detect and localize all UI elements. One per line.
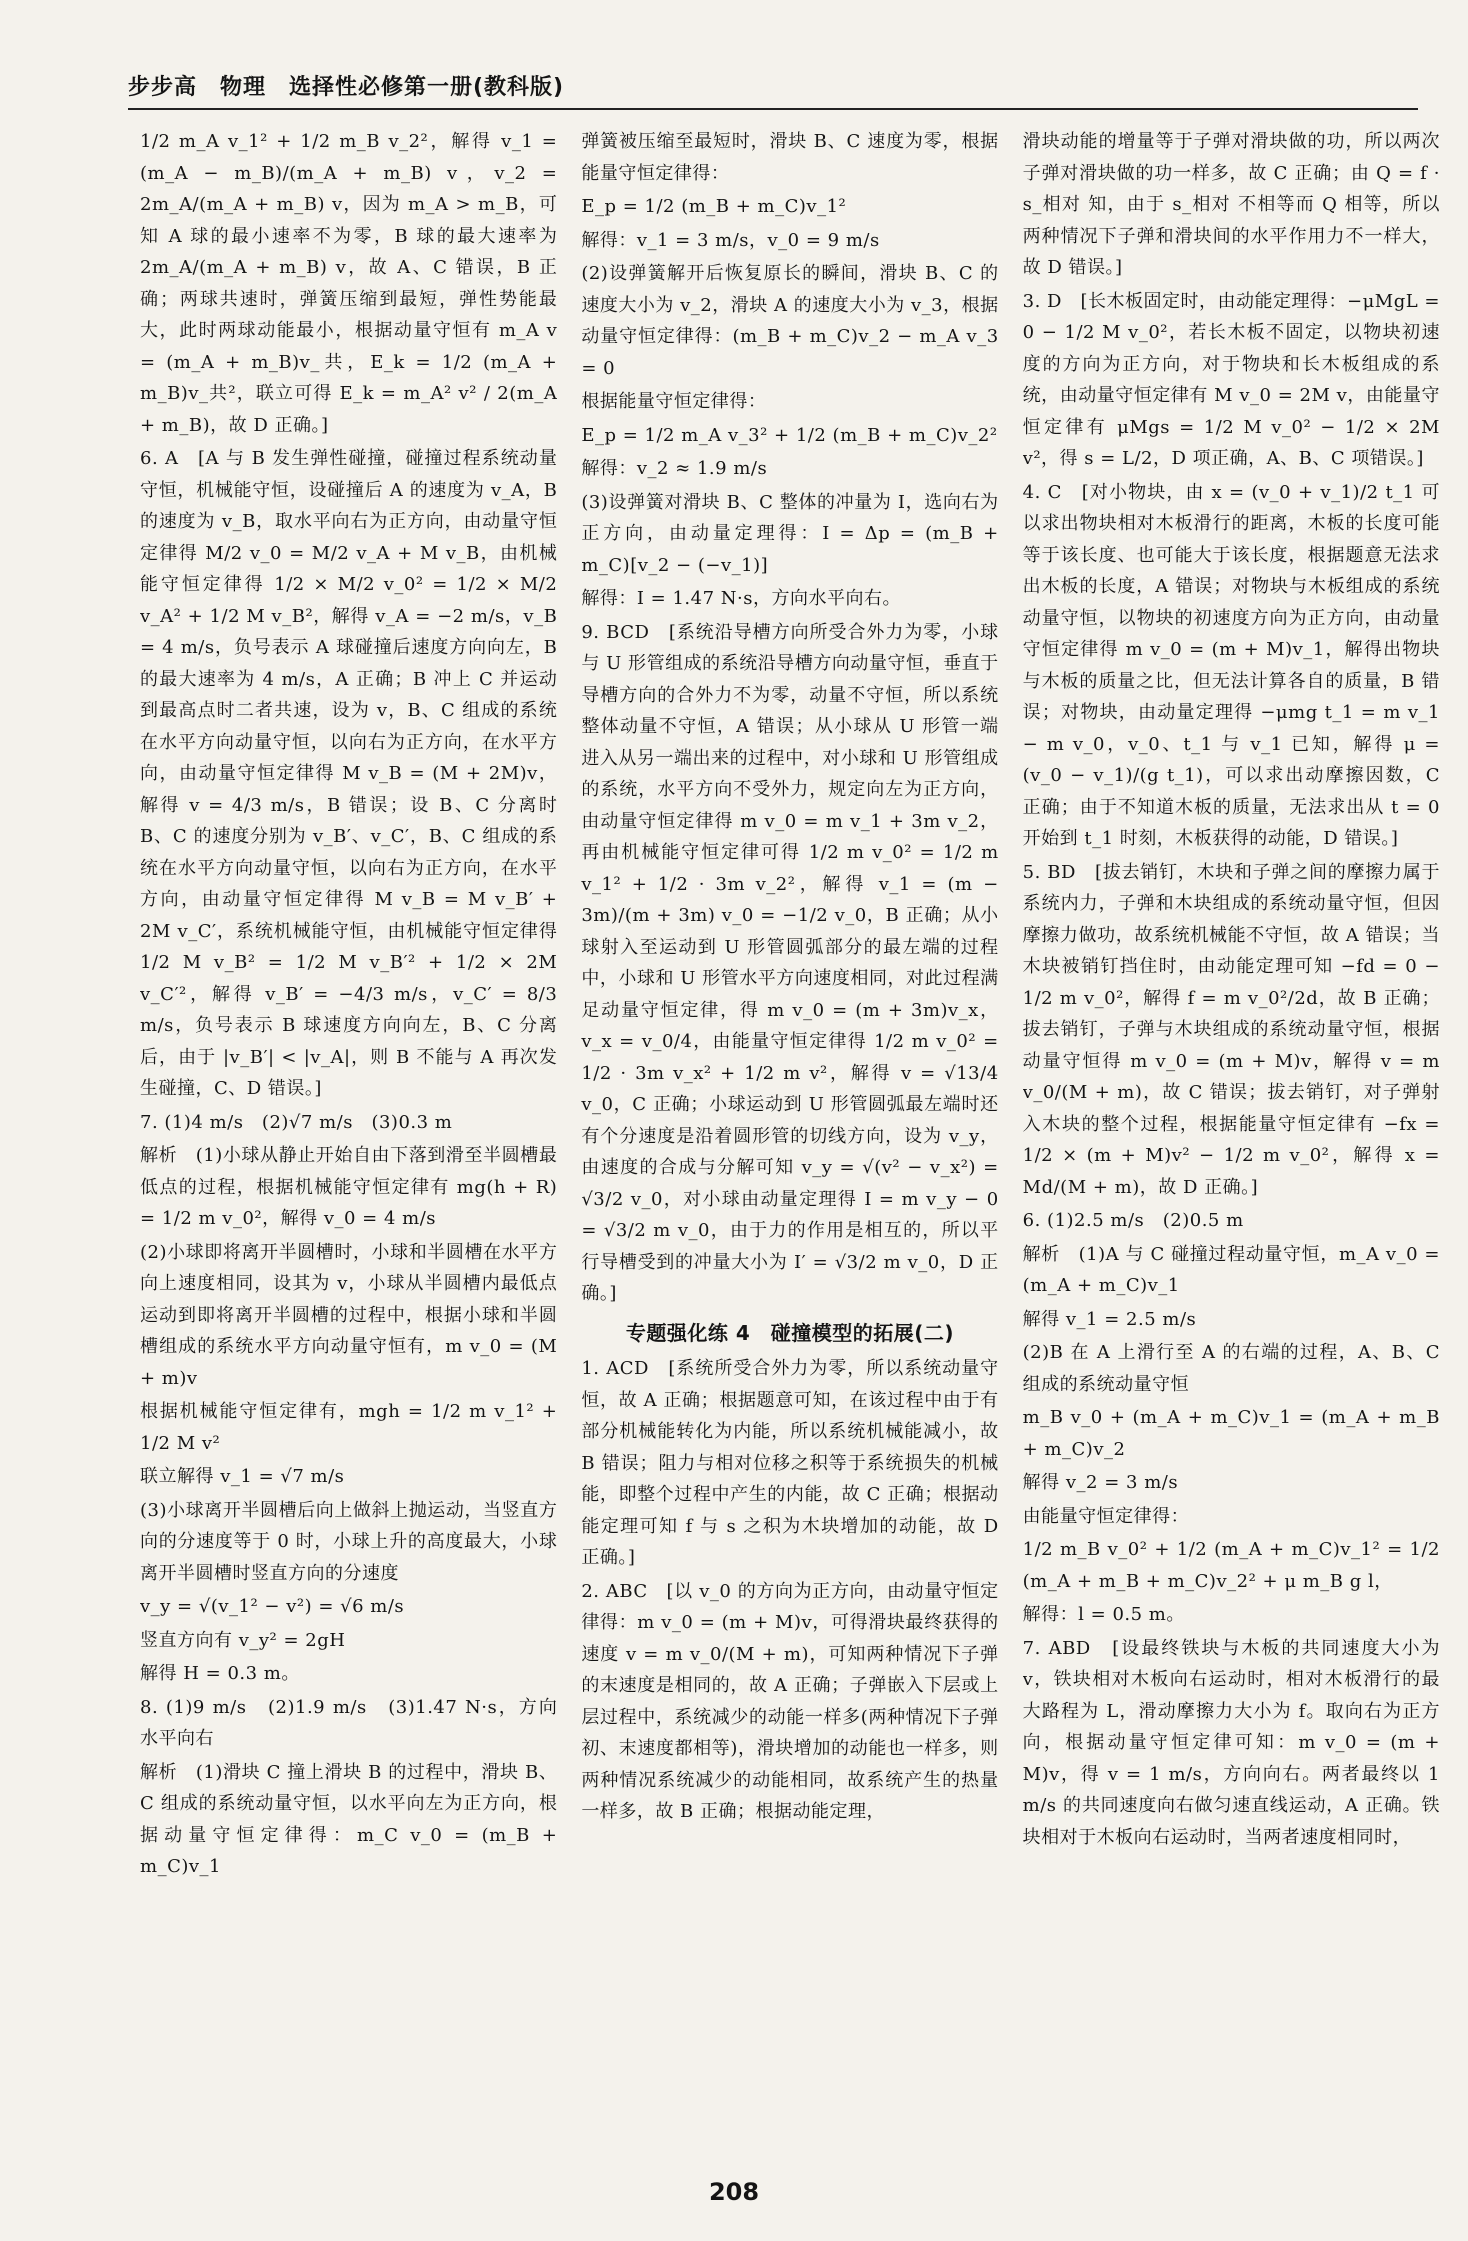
paragraph: 1/2 m_A v_1² + 1/2 m_B v_2²，解得 v_1 = (m_A − m_B)/(m_A + m_B) v，v_2 = 2m_A/(m_A + m_B) v，因为 m_A > m_B，可知 A 球的最小速率不为零，B 球的最大速率为 2m_A/(m_A + m_B) v，故 A、C 错误，B 正确；两球共速时，弹簧压缩到最短，弹性势能最大，此时两球动能最小，根据动量守恒有 m_A v = (m_A + m_B)v_共，E_k = 1/2 (m_A + m_B)v_共²，联立可得 E_k = m_A² v² / 2(m_A + m_B)，故 D 正确。] <box>140 131 558 436</box>
paragraph: 竖直方向有 v_y² = 2gH <box>140 1629 346 1651</box>
paragraph: 解得：v_1 = 3 m/s，v_0 = 9 m/s <box>581 229 880 251</box>
paragraph: 解得 v_2 = 3 m/s <box>1022 1472 1179 1493</box>
paragraph: 根据机械能守恒定律有，mgh = 1/2 m v_1² + 1/2 M v² <box>140 1401 558 1454</box>
paragraph: 6. A [A 与 B 发生弹性碰撞，碰撞过程系统动量守恒，机械能守恒，设碰撞后 A 的速度为 v_A，B 的速度为 v_B，取水平向右为正方向，由动量守恒定律得 M/2 v_0 = M/2 v_A + M v_B，由机械能守恒定律得 1/2 × M/2 v_0² = 1/2 × M/2 v_A² + 1/2 M v_B²，解得 v_A = −2 m/s，v_B = 4 m/s，负号表示 A 球碰撞后速度方向向左，B 的最大速率为 4 m/s，A 正确；B 冲上 C 并运动到最高点时二者共速，设为 v，B、C 组成的系统在水平方向动量守恒，以向右为正方向，在水平方向，由动量守恒定律得 M v_B = (M + 2M)v，解得 v = 4/3 m/s，B 错误；设 B、C 分离时 B、C 的速度分别为 v_B′、v_C′，B、C 组成的系统在水平方向动量守恒，以向右为正方向，在水平方向，由动量守恒定律得 M v_B = M v_B′ + 2M v_C′，系统机械能守恒，由机械能守恒定律得 1/2 M v_B² = 1/2 M v_B′² + 1/2 × 2M v_C′²，解得 v_B′ = −4/3 m/s，v_C′ = 8/3 m/s，负号表示 B 球速度方向向左，B、C 分离后，由于 |v_B′| < |v_A|，则 B 不能与 A 再次发生碰撞，C、D 错误。] <box>140 448 558 1099</box>
paragraph: 解析 (1)小球从静止开始自由下落到滑至半圆槽最低点的过程，根据机械能守恒定律有 mg(h + R) = 1/2 m v_0²，解得 v_0 = 4 m/s <box>140 1145 558 1229</box>
column-right <box>1023 126 1440 2136</box>
paragraph: (2)设弹簧解开后恢复原长的瞬间，滑块 B、C 的速度大小为 v_2，滑块 A 的速度大小为 v_3，根据动量守恒定律得：(m_B + m_C)v_2 − m_A v_3 = 0 <box>581 263 999 379</box>
paragraph: 9. BCD [系统沿导槽方向所受合外力为零，小球与 U 形管组成的系统沿导槽方向动量守恒，垂直于导槽方向的合外力不为零，动量不守恒，所以系统整体动量不守恒，A 错误；从小球从 U 形管一端进入从另一端出来的过程中，对小球和 U 形管组成的系统，水平方向不受外力，规定向左为正方向，由动量守恒定律得 m v_0 = m v_1 + 3m v_2，再由机械能守恒定律可得 1/2 m v_0² = 1/2 m v_1² + 1/2 · 3m v_2²，解得 v_1 = (m − 3m)/(m + 3m) v_0 = −1/2 v_0，B 正确；从小球射入至运动到 U 形管圆弧部分的最左端的过程中，小球和 U 形管水平方向速度相同，对此过程满足动量守恒定律，得 m v_0 = (m + 3m)v_x，v_x = v_0/4，由能量守恒定律得 1/2 m v_0² = 1/2 · 3m v_x² + 1/2 m v²，解得 v = √13/4 v_0，C 正确；小球运动到 U 形管圆弧最左端时还有个分速度是沿着圆形管的切线方向，设为 v_y，由速度的合成与分解可知 v_y = √(v² − v_x²) = √3/2 v_0，对小球由动量定理得 I = m v_y − 0 = √3/2 m v_0，由于力的作用是相互的，所以平行导槽受到的冲量大小为 I′ = √3/2 m v_0，D 正确。] <box>581 621 999 1304</box>
paragraph: 1/2 m_B v_0² + 1/2 (m_A + m_C)v_1² = 1/2 (m_A + m_B + m_C)v_2² + μ m_B g l， <box>1022 1539 1440 1592</box>
paragraph: 解得：I = 1.47 N·s，方向水平向右。 <box>581 588 901 609</box>
column-middle <box>581 126 998 2136</box>
paragraph: (2)小球即将离开半圆槽时，小球和半圆槽在水平方向上速度相同，设其为 v，小球从半圆槽内最低点运动到即将离开半圆槽的过程中，根据小球和半圆槽组成的系统水平方向动量守恒有，m v_0 = (M + m)v <box>140 1241 558 1389</box>
paragraph: 8. (1)9 m/s (2)1.9 m/s (3)1.47 N·s，方向水平向右 <box>140 1696 558 1749</box>
paragraph: 弹簧被压缩至最短时，滑块 B、C 速度为零，根据能量守恒定律得： <box>581 131 999 184</box>
paragraph: 4. C [对小物块，由 x = (v_0 + v_1)/2 t_1 可以求出物块相对木板滑行的距离，木板的长度可能等于该长度、也可能大于该长度，根据题意无法求出木板的长度，A 错误；对物块与木板组成的系统动量守恒，以物块的初速度方向为正方向，由动量守恒定律得 m v_0 = (m + M)v_1，解得出物块与木板的质量之比，但无法计算各自的质量，B 错误；对物块，由动量定理得 −μmg t_1 = m v_1 − m v_0，v_0、t_1 与 v_1 已知，解得 μ = (v_0 − v_1)/(g t_1)，可以求出动摩擦因数，C 正确；由于不知道木板的质量，无法求出从 t = 0 开始到 t_1 时刻，木板获得的动能，D 错误。] <box>1022 481 1440 849</box>
paragraph: 解得：l = 0.5 m。 <box>1022 1604 1185 1625</box>
paragraph: 7. (1)4 m/s (2)√7 m/s (3)0.3 m <box>140 1111 453 1133</box>
paragraph: 1. ACD [系统所受合外力为零，所以系统动量守恒，故 A 正确；根据题意可知，在该过程中由于有部分机械能转化为内能，所以系统机械能减小，故 B 错误；阻力与相对位移之积等于系统损失的机械能，即整个过程中产生的内能，故 C 正确；根据动能定理可知 f 与 s 之积为木块增加的动能，故 D 正确。] <box>581 1358 999 1568</box>
paragraph: (3)设弹簧对滑块 B、C 整体的冲量为 I，选向右为正方向，由动量定理得：I = Δp = (m_B + m_C)[v_2 − (−v_1)] <box>581 491 999 576</box>
paragraph: (3)小球离开半圆槽后向上做斜上抛运动，当竖直方向的分速度等于 0 时，小球上升的高度最大，小球离开半圆槽时竖直方向的分速度 <box>140 1499 558 1584</box>
paragraph: 解得 H = 0.3 m。 <box>140 1663 300 1684</box>
text-columns <box>140 126 1440 2136</box>
paragraph: 6. (1)2.5 m/s (2)0.5 m <box>1022 1210 1244 1231</box>
column-left <box>140 126 557 2136</box>
paragraph: m_B v_0 + (m_A + m_C)v_1 = (m_A + m_B + m_C)v_2 <box>1022 1407 1440 1460</box>
paragraph: 解得：v_2 ≈ 1.9 m/s <box>581 458 768 479</box>
page-number: 208 <box>708 2178 760 2206</box>
paragraph: 5. BD [拔去销钉，木块和子弹之间的摩擦力属于系统内力，子弹和木块组成的系统动量守恒，但因摩擦力做功，故系统机械能不守恒，故 A 错误；当木块被销钉挡住时，由动能定理可知 −fd = 0 − 1/2 m v_0²，解得 f = m v_0²/2d，故 B 正确；拔去销钉，子弹与木块组成的系统动量守恒，根据动量守恒得 m v_0 = (m + M)v，解得 v = m v_0/(M + m)，故 C 错误；拔去销钉，对子弹射入木块的整个过程，根据能量守恒定律有 −fx = 1/2 × (m + M)v² − 1/2 m v_0²，解得 x = Md/(M + m)，故 D 正确。] <box>1022 861 1440 1198</box>
page-header: 步步高 物理 选择性必修第一册(教科版) <box>128 75 565 100</box>
paragraph: 由能量守恒定律得： <box>1022 1505 1190 1527</box>
paragraph: 2. ABC [以 v_0 的方向为正方向，由动量守恒定律得：m v_0 = (m + M)v，可得滑块最终获得的速度 v = m v_0/(M + m)，可知两种情况下子弹的末速度是相同的，故 A 正确；子弹嵌入下层或上层过程中，系统减少的动能一样多(两种情况下子弹初、末速度都相等)，滑块增加的动能也一样多，则两种情况系统减少的动能相同，故系统产生的热量一样多，故 B 正确；根据动能定理， <box>581 1580 999 1822</box>
paragraph: E_p = 1/2 m_A v_3² + 1/2 (m_B + m_C)v_2² <box>581 424 998 446</box>
paragraph: E_p = 1/2 (m_B + m_C)v_1² <box>581 196 847 217</box>
paragraph: 解析 (1)A 与 C 碰撞过程动量守恒，m_A v_0 = (m_A + m_C)v_1 <box>1022 1243 1440 1296</box>
paragraph: 解析 (1)滑块 C 撞上滑块 B 的过程中，滑块 B、C 组成的系统动量守恒，以水平向左为正方向，根据动量守恒定律得：m_C v_0 = (m_B + m_C)v_1 <box>140 1761 558 1877</box>
paragraph: 7. ABD [设最终铁块与木板的共同速度大小为 v，铁块相对木板向右运动时，相对木板滑行的最大路程为 L，滑动摩擦力大小为 f。取向右为正方向，根据动量守恒定律可知：m v_0 = (m + M)v，得 v = 1 m/s，方向向右。两者最终以 1 m/s 的共同速度向右做匀速直线运动，A 正确。铁块相对于木板向右运动时，当两者速度相同时， <box>1022 1637 1440 1848</box>
paragraph: 根据能量守恒定律得： <box>581 391 767 412</box>
paragraph: v_y = √(v_1² − v²) = √6 m/s <box>140 1596 405 1617</box>
paragraph: 联立解得 v_1 = √7 m/s <box>140 1466 345 1487</box>
header-rule <box>128 108 1418 110</box>
paragraph: (2)B 在 A 上滑行至 A 的右端的过程，A、B、C 组成的系统动量守恒 <box>1022 1342 1440 1395</box>
paragraph: 滑块动能的增量等于子弹对滑块做的功，所以两次子弹对滑块做的功一样多，故 C 正确；由 Q = f · s_相对 知，由于 s_相对 不相等而 Q 相等，所以两种情况下子弹和滑块间的水平作用力不一样大，故 D 错误。] <box>1022 131 1440 278</box>
paragraph: 解得 v_1 = 2.5 m/s <box>1022 1308 1197 1330</box>
section-title: 专题强化练 4 碰撞模型的拓展(二) <box>625 1320 955 1345</box>
paragraph: 3. D [长木板固定时，由动能定理得：−μMgL = 0 − 1/2 M v_0²，若长木板不固定，以物块初速度的方向为正方向，对于物块和长木板组成的系统，由动量守恒定律有 M v_0 = 2M v，由能量守恒定律有 μMgs = 1/2 M v_0² − 1/2 × 2M v²，得 s = L/2，D 项正确，A、B、C 项错误。] <box>1022 290 1440 469</box>
